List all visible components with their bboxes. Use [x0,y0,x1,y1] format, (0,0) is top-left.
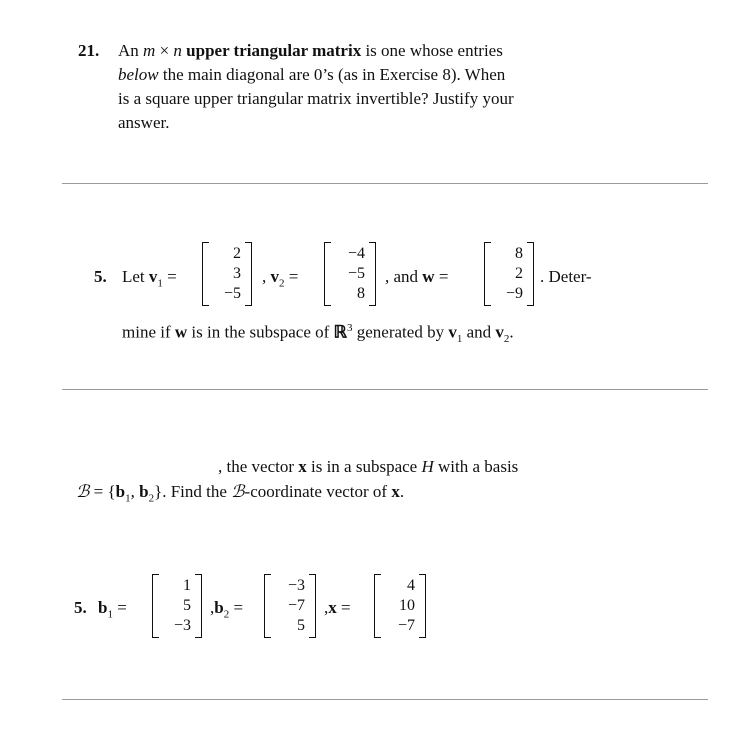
exercise-5a-deter: . Deter- [540,267,592,286]
basis-line-2: ℬ = {$b_1$, $b_2$}. Find the ℬ-coordinate vector of x. [76,482,405,505]
exercise-21-number: 21. [78,41,100,60]
exercise-5b-b2: $,b_2$ = [210,598,244,621]
matrix-v2 [324,242,376,306]
exercise-5b-b1: $b_1$ = [98,598,127,621]
matrix-v2-entry: −4 [347,245,365,262]
matrix-b1-entry: 5 [183,597,191,614]
exercise-5b-number: 5. [74,598,87,617]
exercise-5a-v2: , $v_2$ = [262,267,299,290]
exercise-21-line-2: below the main diagonal are 0’s (as in Exercise 8). When [118,65,506,84]
divider-2 [62,389,708,390]
matrix-b2-entry: −3 [287,577,305,594]
matrix-b2 [264,574,316,638]
divider-1 [62,183,708,184]
matrix-w-entry: 8 [515,245,523,262]
matrix-w [484,242,534,306]
matrix-x-entry: 4 [407,577,415,594]
exercise-21-line-4: answer. [118,113,170,132]
basis-line-1: , the vector x is in a subspace H with a basis [218,457,519,476]
matrix-w-entry: 2 [515,265,523,282]
matrix-v1-entry: 3 [233,265,241,282]
matrix-v1-entry: −5 [223,285,241,302]
matrix-b1 [152,574,202,638]
matrix-b2-entry: −7 [287,597,305,614]
exercise-5a-line-2: mine if w is in the subspace of ℝ$^3$ generated by $v_1$ and $v_2$. [122,322,514,346]
matrix-v2-entry: 8 [357,285,365,302]
exercise-5a-let: Let $v_1$ = [122,267,177,290]
matrix-x-entry: 10 [399,597,415,614]
exercise-5a-number: 5. [94,267,107,286]
matrix-b1-entry: 1 [183,577,191,594]
exercise-5a-and-w: , and w = [385,267,449,286]
matrix-x [374,574,426,638]
matrix-v1 [202,242,252,306]
matrix-v2-entry: −5 [347,265,365,282]
matrix-b2-entry: 5 [297,617,305,634]
matrix-v1-entry: 2 [233,245,241,262]
matrix-x-entry: −7 [397,617,415,634]
matrix-b1-entry: −3 [173,617,191,634]
divider-3 [62,699,708,700]
exercise-21-line-1: An m × n upper triangular matrix is one whose entries [118,41,503,60]
exercise-5b-x: ,x = [324,598,351,617]
matrix-w-entry: −9 [505,285,523,302]
exercise-21-line-3: is a square upper triangular matrix invertible? Justify your [118,89,514,108]
